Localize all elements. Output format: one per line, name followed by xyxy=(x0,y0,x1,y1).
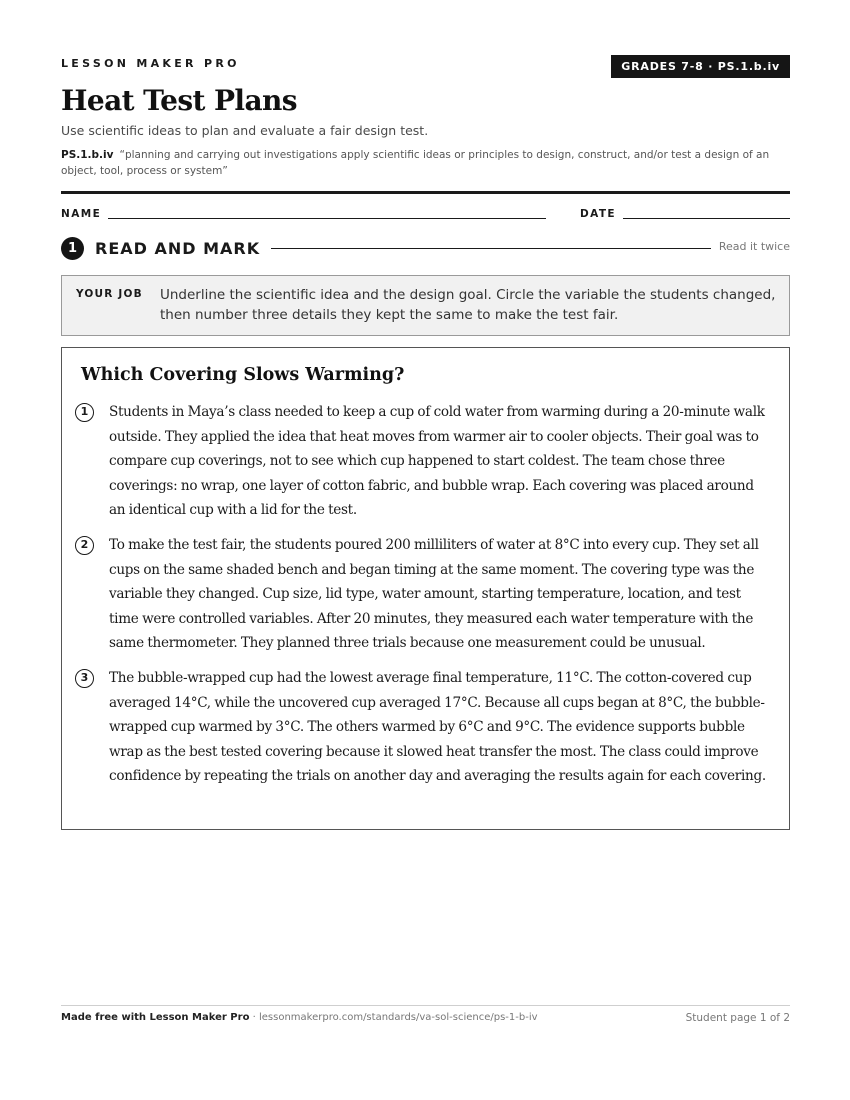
section-number: 1 xyxy=(61,237,84,260)
passage-title: Which Covering Slows Warming? xyxy=(81,365,405,385)
footer-divider xyxy=(61,1005,790,1006)
grade-badge: GRADES 7-8 · PS.1.b.iv xyxy=(611,55,790,78)
page-subtitle: Use scientific ideas to plan and evaluate a fair design test. xyxy=(61,123,429,138)
worksheet-page xyxy=(61,0,790,1100)
paragraph-number: 2 xyxy=(75,536,94,555)
section-divider xyxy=(271,248,711,249)
brand-name: LESSON MAKER PRO xyxy=(61,57,240,70)
paragraph-text: To make the test fair, the students poured 200 milliliters of water at 8°C into every cup. They set all cups on the same shaded bench and began timing at the same moment. The covering type was the variable they changed. Cup size, lid type, water amount, starting temperature, location, and test time were controlled variables. After 20 minutes, they measured each water temperature with the same thermometer. They planned three trials because one measurement could be unusual. xyxy=(109,537,759,651)
standard-description xyxy=(61,147,790,179)
footer-url: · lessonmakerpro.com/standards/va-sol-science/ps-1-b-iv xyxy=(249,1012,538,1023)
name-label: NAME xyxy=(61,208,102,220)
header-divider xyxy=(61,191,790,194)
reading-passage xyxy=(61,347,790,830)
paragraph-text: The bubble-wrapped cup had the lowest average final temperature, 11°C. The cotton-covered cup averaged 14°C, while the uncovered cup averaged 17°C. Because all cups began at 8°C, the bubble-wrapped cup warmed by 3°C. The others warmed by 6°C and 9°C. The evidence supports bubble wrap as the best tested covering because it slowed heat transfer the most. The class could improve confidence by repeating the trials on another day and averaging the results again for each covering. xyxy=(109,670,766,784)
name-field[interactable] xyxy=(108,218,546,219)
standard-code: PS.1.b.iv xyxy=(61,149,114,161)
date-label: DATE xyxy=(580,208,616,220)
footer-credit xyxy=(61,1012,538,1023)
paragraph-text: Students in Maya’s class needed to keep a cup of cold water from warming during a 20-minute walk outside. They applied the idea that heat moves from warmer air to cooler objects. Their goal was to compare cup coverings, not to see which cup happened to start coldest. The team chose three coverings: no wrap, one layer of cotton fabric, and bubble wrap. Each covering was placed around an identical cup with a lid for the test. xyxy=(109,404,765,518)
instructions-text: Underline the scientific idea and the design goal. Circle the variable the students changed, then number three details they kept the same to make the test fair. xyxy=(160,287,776,323)
paragraph-number: 3 xyxy=(75,669,94,688)
paragraph-number: 1 xyxy=(75,403,94,422)
page-title: Heat Test Plans xyxy=(61,84,297,117)
instructions-box xyxy=(61,275,790,336)
section-title: READ AND MARK xyxy=(95,239,261,258)
instructions-label: YOUR JOB xyxy=(76,288,143,300)
page-number: Student page 1 of 2 xyxy=(685,1012,790,1024)
date-field[interactable] xyxy=(623,218,790,219)
standard-text: “planning and carrying out investigations apply scientific ideas or principles to design, construct, and/or test a design of an object, tool, process or system” xyxy=(61,149,770,177)
section-note: Read it twice xyxy=(718,240,790,253)
footer-made-with: Made free with Lesson Maker Pro xyxy=(61,1012,250,1023)
